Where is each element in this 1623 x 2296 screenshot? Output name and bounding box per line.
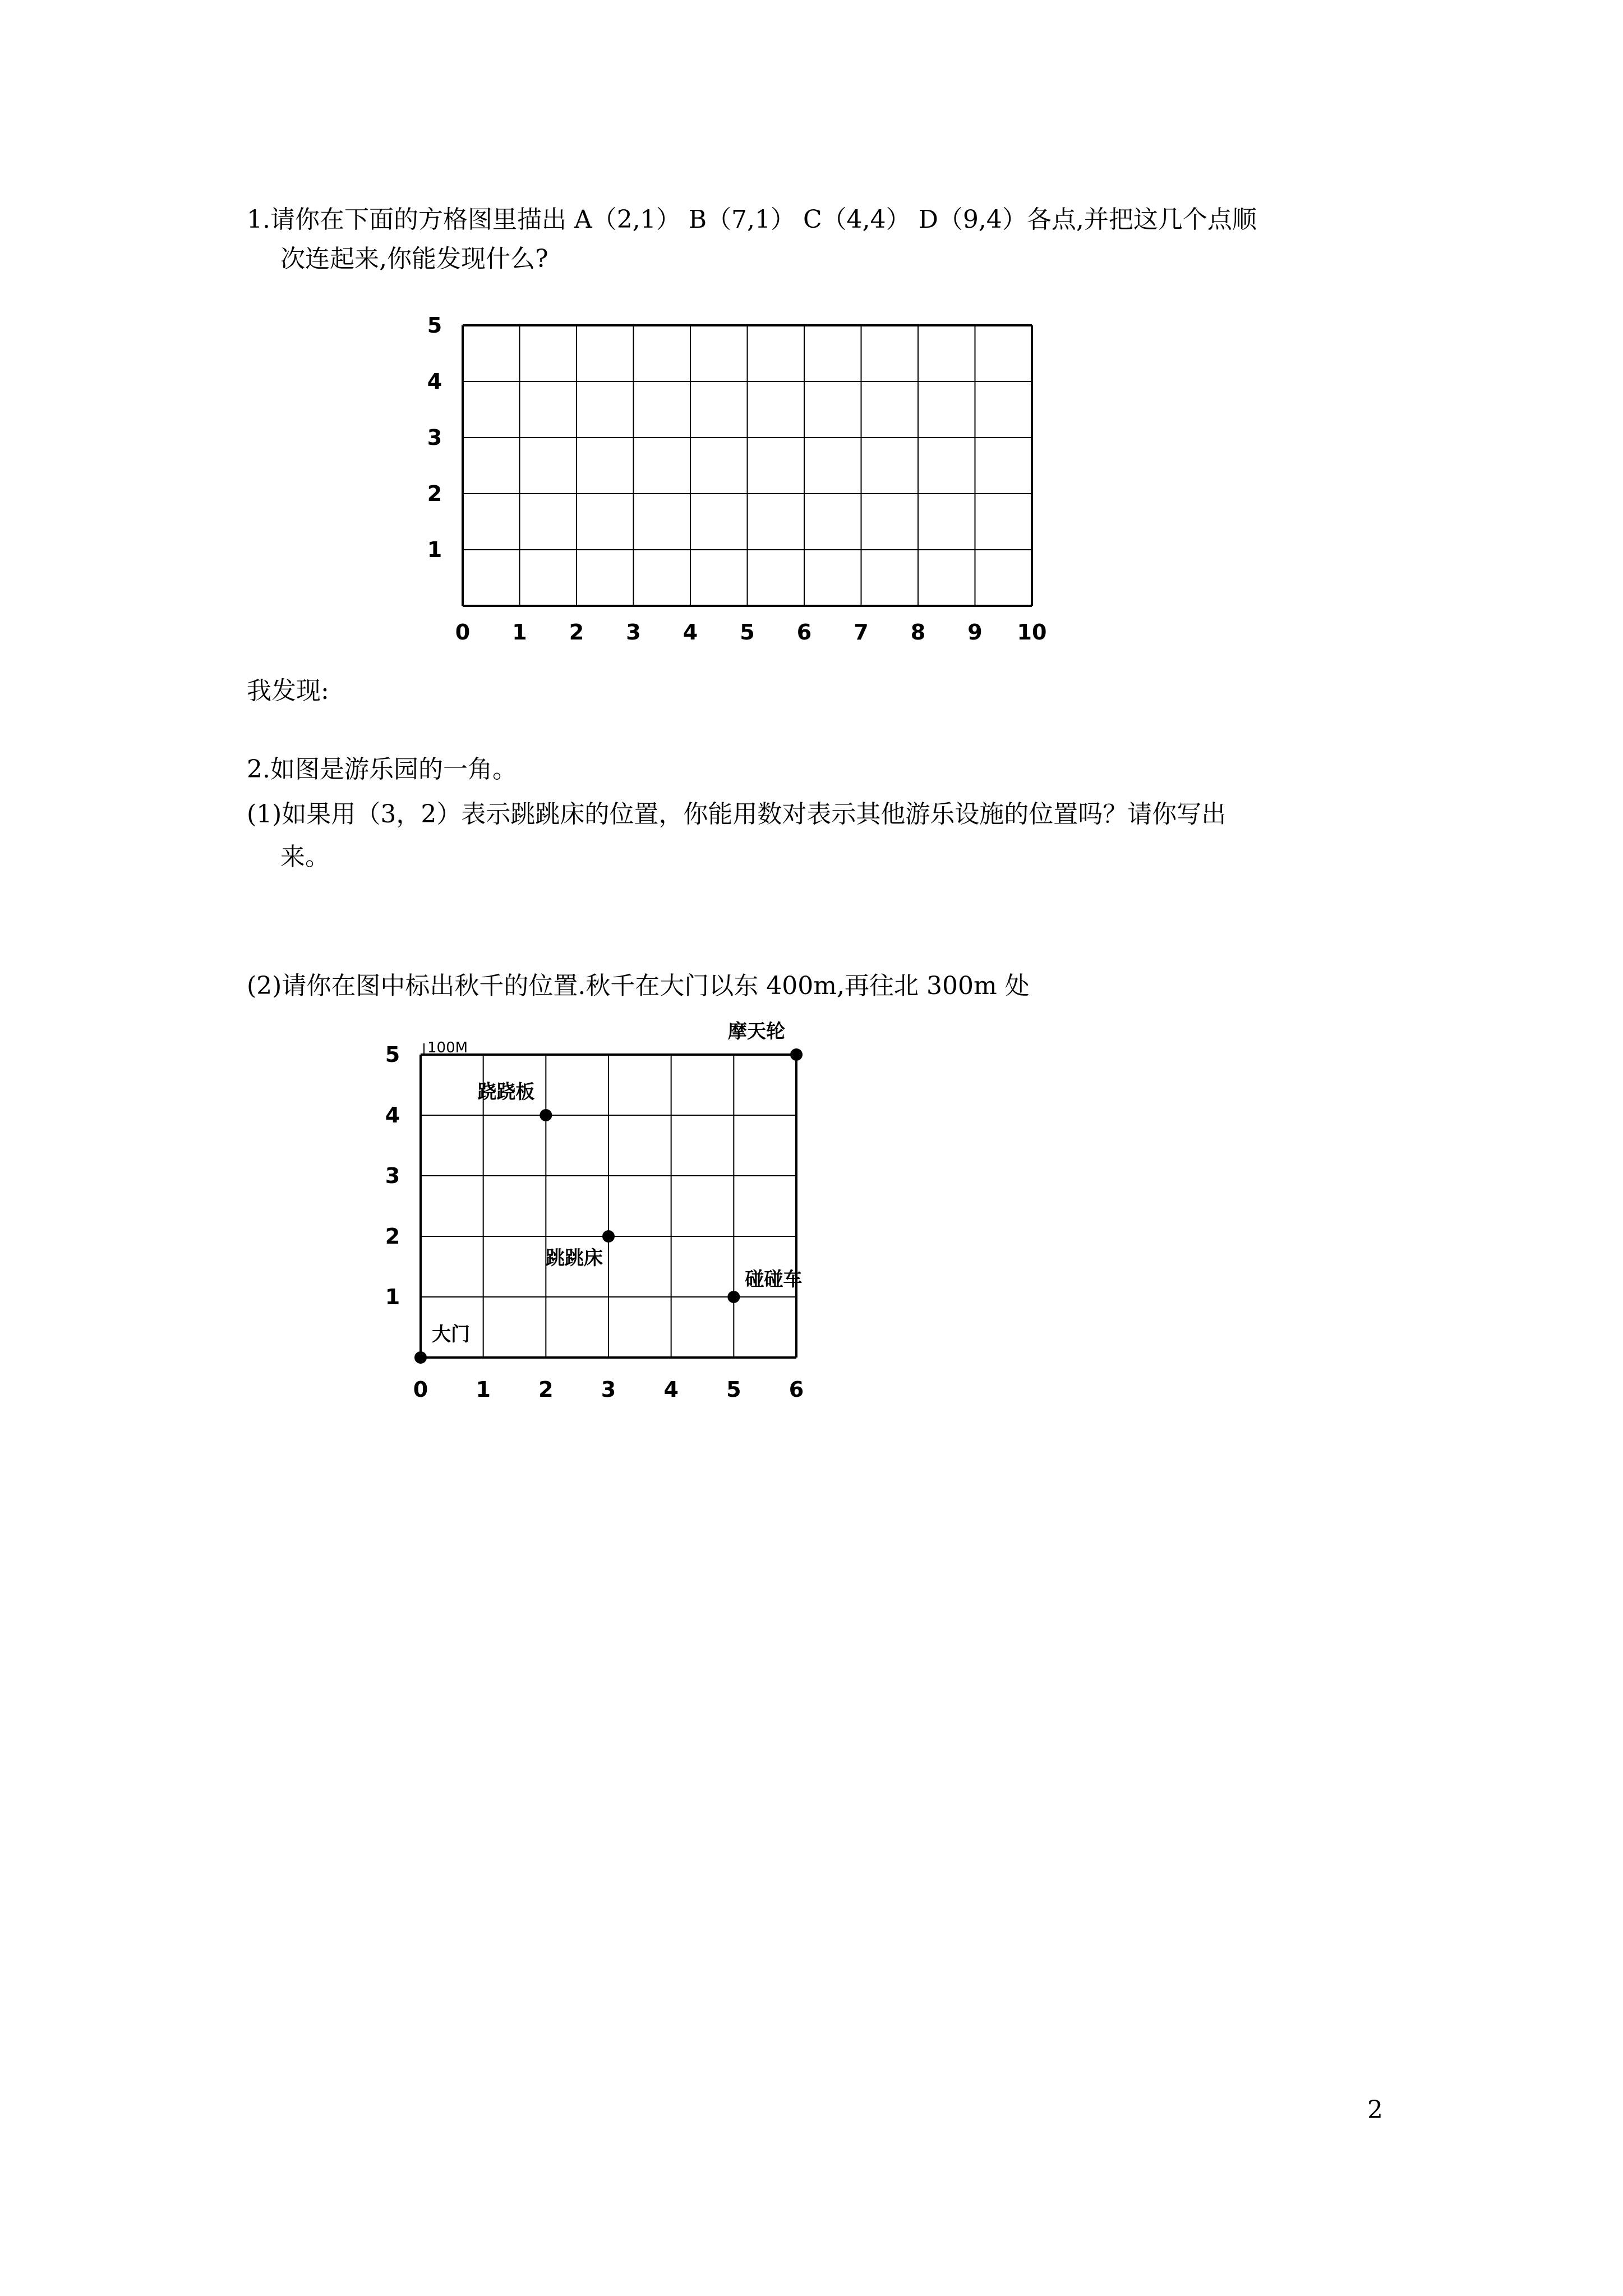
grid-1-x-tick-5: 5 bbox=[740, 620, 755, 645]
coordinate-grid-1 bbox=[404, 303, 1066, 656]
grid-2-x-tick-0: 0 bbox=[413, 1377, 428, 1402]
question-2-part-1-line-1: (1)如果用（3，2）表示跳跳床的位置，你能用数对表示其他游乐设施的位置吗？请你写出 bbox=[247, 800, 1227, 829]
coordinate-grid-2-park-map bbox=[370, 1021, 875, 1425]
grid-1-x-tick-4: 4 bbox=[683, 620, 698, 645]
grid-2-y-tick-5: 5 bbox=[385, 1042, 400, 1067]
grid-2-x-tick-1: 1 bbox=[476, 1377, 491, 1402]
point-2-label: 跷跷板 bbox=[477, 1081, 535, 1103]
point-5-label: 碰碰车 bbox=[745, 1268, 803, 1291]
grid-1-x-tick-9: 9 bbox=[967, 620, 983, 645]
grid-1-x-tick-0: 0 bbox=[455, 620, 471, 645]
page-number: 2 bbox=[1367, 2096, 1383, 2124]
question-1-line-2: 次连起来,你能发现什么? bbox=[280, 245, 548, 273]
question-1-line-1: 1.请你在下面的方格图里描出 A（2,1） B（7,1） C（4,4） D（9,4）各点,并把这几个点顺 bbox=[247, 205, 1257, 234]
grid-1-y-tick-3: 3 bbox=[427, 425, 442, 450]
grid-1-y-tick-5: 5 bbox=[427, 313, 442, 338]
grid-1-x-tick-8: 8 bbox=[910, 620, 926, 645]
grid-2-x-tick-4: 4 bbox=[663, 1377, 679, 1402]
point-3-marker bbox=[790, 1048, 803, 1061]
question-2-title: 2.如图是游乐园的一角。 bbox=[247, 755, 517, 784]
question-2-part-2: (2)请你在图中标出秋千的位置.秋千在大门以东 400m,再往北 300m 处 bbox=[247, 972, 1030, 1000]
grid-2-x-tick-2: 2 bbox=[538, 1377, 554, 1402]
point-5-marker bbox=[727, 1291, 740, 1303]
finding-label: 我发现: bbox=[247, 677, 329, 705]
grid-2-y-tick-4: 4 bbox=[385, 1103, 400, 1128]
point-1-marker bbox=[414, 1351, 427, 1364]
scale-label: 100M bbox=[427, 1039, 468, 1056]
grid-1-y-tick-2: 2 bbox=[427, 481, 442, 506]
grid-2-x-tick-6: 6 bbox=[789, 1377, 804, 1402]
grid-1-x-tick-7: 7 bbox=[854, 620, 869, 645]
grid-1-x-tick-1: 1 bbox=[512, 620, 527, 645]
grid-2-y-tick-3: 3 bbox=[385, 1163, 400, 1188]
grid-1-y-tick-1: 1 bbox=[427, 537, 442, 562]
point-2-marker bbox=[540, 1109, 552, 1121]
point-1-label: 大门 bbox=[432, 1323, 470, 1346]
grid-1-x-tick-6: 6 bbox=[796, 620, 812, 645]
question-2-part-1-line-2: 来。 bbox=[280, 843, 330, 871]
grid-1-y-tick-4: 4 bbox=[427, 369, 442, 394]
grid-1-x-tick-10: 10 bbox=[1017, 620, 1047, 645]
point-4-label: 跳跳床 bbox=[546, 1247, 603, 1269]
grid-1-x-tick-2: 2 bbox=[569, 620, 584, 645]
grid-2-x-tick-3: 3 bbox=[601, 1377, 616, 1402]
grid-2-y-tick-1: 1 bbox=[385, 1285, 400, 1309]
grid-1-x-tick-3: 3 bbox=[626, 620, 641, 645]
point-4-marker bbox=[602, 1230, 615, 1243]
grid-2-x-tick-5: 5 bbox=[726, 1377, 741, 1402]
grid-2-y-tick-2: 2 bbox=[385, 1224, 400, 1249]
point-3-label: 摩天轮 bbox=[728, 1021, 785, 1043]
